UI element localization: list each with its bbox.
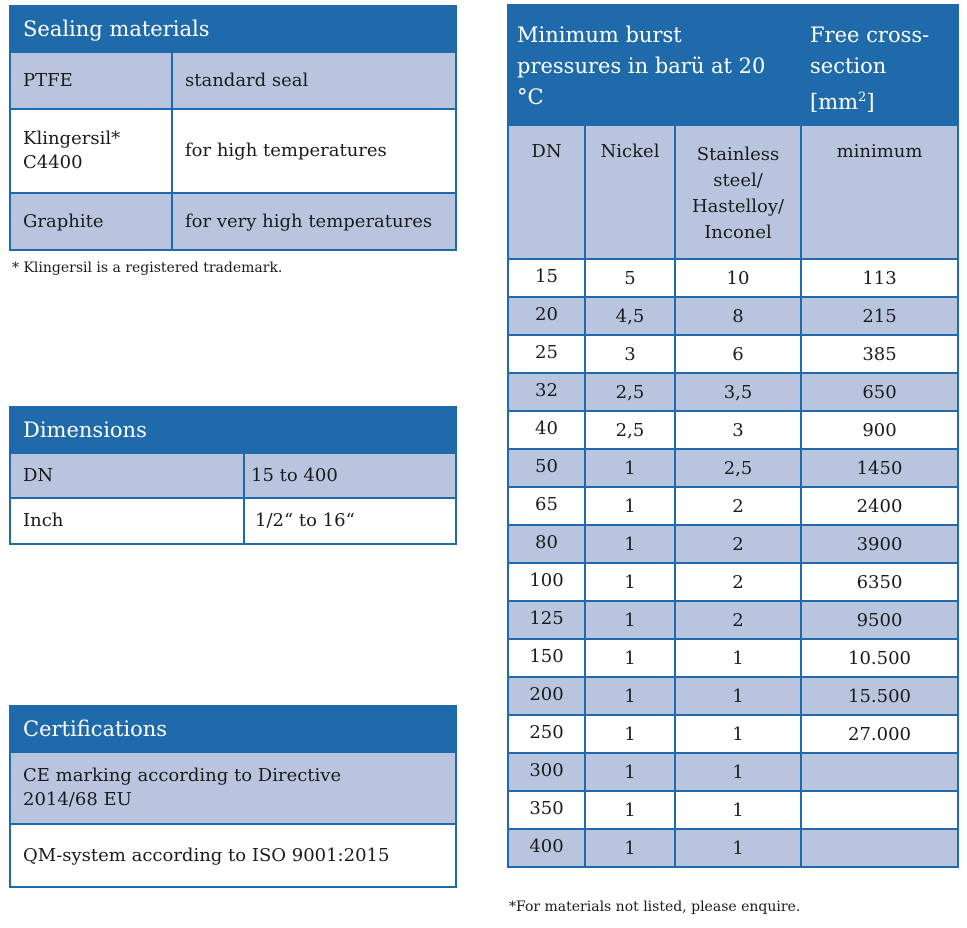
dn-cell: 65 bbox=[508, 487, 585, 525]
sealing-footnote: * Klingersil is a registered trademark. bbox=[12, 260, 283, 276]
dimension-value: 15 to 400 bbox=[244, 453, 456, 498]
minimum-cell: 27.000 bbox=[801, 715, 958, 753]
column-header-dn: DN bbox=[508, 125, 585, 259]
dn-cell: 125 bbox=[508, 601, 585, 639]
nickel-cell: 1 bbox=[585, 639, 675, 677]
material-cell: PTFE bbox=[10, 52, 172, 109]
minimum-cell: 2400 bbox=[801, 487, 958, 525]
table-row bbox=[508, 601, 958, 639]
minimum-cell: 9500 bbox=[801, 601, 958, 639]
material-name: Klingersil* C4400 bbox=[23, 128, 121, 173]
minimum-cell: 650 bbox=[801, 373, 958, 411]
dn-cell: 25 bbox=[508, 335, 585, 373]
dn-cell: 300 bbox=[508, 753, 585, 791]
dimensions-table bbox=[9, 406, 457, 545]
nickel-cell: 3 bbox=[585, 335, 675, 373]
stainless-cell: 2 bbox=[675, 601, 801, 639]
dimension-label: Inch bbox=[10, 498, 244, 544]
table-row bbox=[508, 677, 958, 715]
nickel-cell: 1 bbox=[585, 601, 675, 639]
minimum-cell: 1450 bbox=[801, 449, 958, 487]
certifications-title: Certifications bbox=[10, 706, 456, 752]
cross-section-label: Free cross-section bbox=[810, 23, 930, 78]
cross-section-unit-close: ] bbox=[866, 90, 875, 114]
certifications-table bbox=[9, 705, 457, 888]
stainless-cell: 2 bbox=[675, 487, 801, 525]
nickel-cell: 5 bbox=[585, 259, 675, 297]
table-row bbox=[508, 791, 958, 829]
dn-cell: 350 bbox=[508, 791, 585, 829]
nickel-cell: 1 bbox=[585, 715, 675, 753]
sealing-materials-table bbox=[9, 5, 457, 251]
stainless-cell: 1 bbox=[675, 753, 801, 791]
stainless-cell: 1 bbox=[675, 639, 801, 677]
table-row bbox=[508, 753, 958, 791]
minimum-cell bbox=[801, 791, 958, 829]
table-row bbox=[508, 639, 958, 677]
minimum-cell bbox=[801, 753, 958, 791]
minimum-cell: 113 bbox=[801, 259, 958, 297]
column-header-nickel: Nickel bbox=[585, 125, 675, 259]
sealing-materials-title: Sealing materials bbox=[10, 6, 456, 52]
minimum-cell bbox=[801, 829, 958, 867]
table-row bbox=[508, 259, 958, 297]
stainless-cell: 1 bbox=[675, 715, 801, 753]
table-row bbox=[508, 563, 958, 601]
material-cell: Graphite bbox=[10, 193, 172, 250]
burst-pressure-table bbox=[507, 4, 959, 868]
nickel-cell: 2,5 bbox=[585, 373, 675, 411]
table-row bbox=[508, 335, 958, 373]
certification-cell: QM-system according to ISO 9001:2015 bbox=[10, 824, 456, 887]
table-row bbox=[508, 525, 958, 563]
stainless-cell: 8 bbox=[675, 297, 801, 335]
burst-footnote: *For materials not listed, please enquire. bbox=[509, 899, 801, 915]
burst-pressure-header: Minimum burst pressures in barü at 20 °C bbox=[508, 5, 801, 125]
nickel-cell: 1 bbox=[585, 791, 675, 829]
table-row bbox=[508, 373, 958, 411]
cross-section-unit: [mm bbox=[810, 90, 859, 114]
stainless-cell: 1 bbox=[675, 791, 801, 829]
minimum-cell: 6350 bbox=[801, 563, 958, 601]
minimum-cell: 215 bbox=[801, 297, 958, 335]
nickel-cell: 1 bbox=[585, 525, 675, 563]
table-row bbox=[10, 824, 456, 887]
table-row bbox=[508, 487, 958, 525]
burst-pressure-rows bbox=[508, 259, 958, 867]
column-header-stainless: Stainless steel/ Hastelloy/ Inconel bbox=[675, 125, 801, 259]
dn-cell: 40 bbox=[508, 411, 585, 449]
stainless-cell: 2 bbox=[675, 525, 801, 563]
stainless-cell: 6 bbox=[675, 335, 801, 373]
nickel-cell: 2,5 bbox=[585, 411, 675, 449]
use-cell: for very high temperatures bbox=[172, 193, 456, 250]
dn-cell: 15 bbox=[508, 259, 585, 297]
column-header-minimum: minimum bbox=[801, 125, 958, 259]
minimum-cell: 15.500 bbox=[801, 677, 958, 715]
stainless-cell: 1 bbox=[675, 829, 801, 867]
dimension-value: 1/2“ to 16“ bbox=[244, 498, 456, 544]
dn-cell: 20 bbox=[508, 297, 585, 335]
dn-cell: 80 bbox=[508, 525, 585, 563]
table-row bbox=[10, 498, 456, 544]
stainless-cell: 3 bbox=[675, 411, 801, 449]
dn-cell: 200 bbox=[508, 677, 585, 715]
nickel-cell: 1 bbox=[585, 753, 675, 791]
use-cell: for high temperatures bbox=[172, 109, 456, 193]
nickel-cell: 1 bbox=[585, 563, 675, 601]
nickel-cell: 1 bbox=[585, 677, 675, 715]
stainless-cell: 2,5 bbox=[675, 449, 801, 487]
stainless-cell: 10 bbox=[675, 259, 801, 297]
material-cell bbox=[10, 109, 172, 193]
stainless-cell: 1 bbox=[675, 677, 801, 715]
minimum-cell: 10.500 bbox=[801, 639, 958, 677]
dn-cell: 100 bbox=[508, 563, 585, 601]
table-row bbox=[508, 411, 958, 449]
nickel-cell: 4,5 bbox=[585, 297, 675, 335]
use-cell: standard seal bbox=[172, 52, 456, 109]
stainless-cell: 3,5 bbox=[675, 373, 801, 411]
table-row bbox=[10, 193, 456, 250]
minimum-cell: 900 bbox=[801, 411, 958, 449]
table-row bbox=[508, 297, 958, 335]
minimum-cell: 3900 bbox=[801, 525, 958, 563]
dn-cell: 250 bbox=[508, 715, 585, 753]
dimensions-title: Dimensions bbox=[10, 407, 456, 453]
stainless-cell: 2 bbox=[675, 563, 801, 601]
table-row bbox=[10, 109, 456, 193]
table-row bbox=[10, 752, 456, 824]
cross-section-header bbox=[801, 5, 958, 125]
table-row bbox=[508, 449, 958, 487]
minimum-cell: 385 bbox=[801, 335, 958, 373]
dn-cell: 150 bbox=[508, 639, 585, 677]
certification-cell: CE marking according to Directive 2014/68 EU bbox=[10, 752, 456, 824]
nickel-cell: 1 bbox=[585, 829, 675, 867]
dn-cell: 400 bbox=[508, 829, 585, 867]
dimension-label: DN bbox=[10, 453, 244, 498]
dn-cell: 32 bbox=[508, 373, 585, 411]
dn-cell: 50 bbox=[508, 449, 585, 487]
nickel-cell: 1 bbox=[585, 449, 675, 487]
table-row bbox=[508, 715, 958, 753]
nickel-cell: 1 bbox=[585, 487, 675, 525]
table-row bbox=[508, 829, 958, 867]
cross-section-unit-exponent: 2 bbox=[858, 90, 867, 105]
table-row bbox=[10, 453, 456, 498]
table-row bbox=[10, 52, 456, 109]
